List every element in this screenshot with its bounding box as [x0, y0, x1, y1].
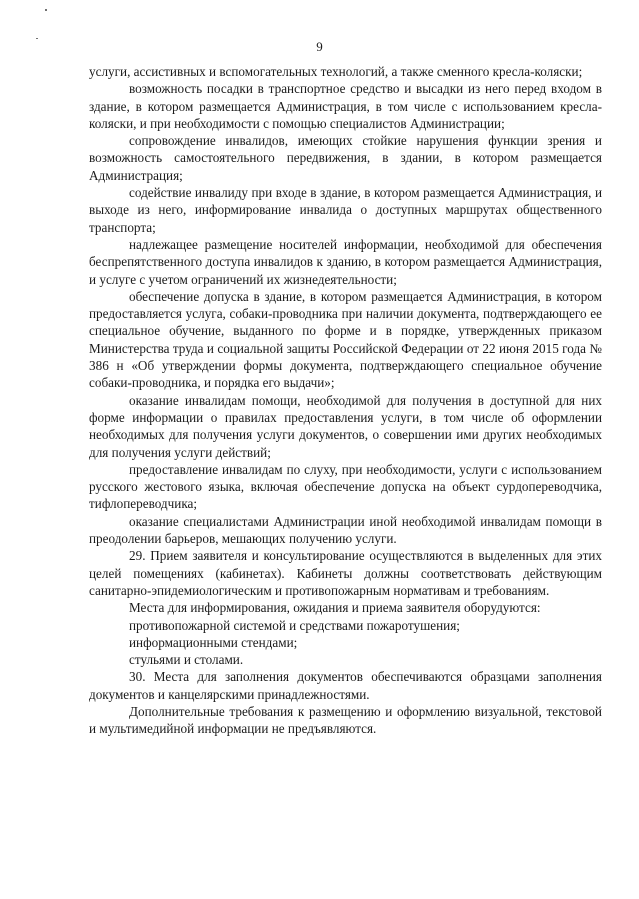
- paragraph: содействие инвалиду при входе в здание, в котором размещается Администрация, и выходе из него, информирование инвалида о доступных маршрутах общественного транспорта;: [89, 185, 602, 235]
- paragraph: оказание специалистами Администрации иной необходимой инвалидам помощи в преодолении барьеров, мешающих получению услуги.: [89, 513, 602, 547]
- paragraph: сопровождение инвалидов, имеющих стойкие нарушения функции зрения и возможность самостоятельного передвижения, в здании, в котором размещается Администрация;: [89, 133, 602, 183]
- paragraph: стульями и столами.: [129, 652, 244, 668]
- paragraph: обеспечение допуска в здание, в котором размещается Администрация, в котором предоставляется услуга, собаки-проводника при наличии документа, подтверждающего ее специальное обучение, выданного по форме и в порядке, утвержденных приказом Министерства труда и социальной защиты Российской Федерации от 22 июня 2015 года № 386 н «Об утверждении формы документа, подтверждающего специальное обучение собаки-проводника, и порядка его выдачи»;: [89, 288, 602, 391]
- document-body: [89, 63, 602, 738]
- page-number: 9: [316, 39, 323, 54]
- paragraph: возможность посадки в транспортное средство и высадки из него перед входом в здание, в котором размещается Администрация, в том числе с использованием кресла-коляски, и при необходимости с помощью специалистов Администрации;: [89, 81, 602, 131]
- paragraph: 29. Прием заявителя и консультирование осуществляются в выделенных для этих целей помещениях (кабинетах). Кабинеты должны соответствовать действующим санитарно-эпидемиологическим и противопожарным нормативам и требованиям.: [89, 548, 602, 598]
- paragraph: информационными стендами;: [129, 634, 298, 650]
- scan-speck: [36, 38, 38, 39]
- paragraph: услуги, ассистивных и вспомогательных технологий, а также сменного кресла-коляски;: [89, 64, 583, 79]
- paragraph: Дополнительные требования к размещению и оформлению визуальной, текстовой и мультимедийной информации не предъявляются.: [89, 703, 602, 737]
- paragraph: предоставление инвалидам по слуху, при необходимости, услуги с использованием русского жестового языка, включая обеспечение допуска на объект сурдопереводчика, тифлопереводчика;: [89, 461, 602, 512]
- paragraph: 30. Места для заполнения документов обеспечиваются образцами заполнения документов и канцелярскими принадлежностями.: [89, 669, 602, 702]
- paragraph: оказание инвалидам помощи, необходимой для получения в доступной для них форме информации о правилах предоставления услуги, в том числе об оформлении необходимых для получения услуги документов, о совершении ими других необходимых для получения услуги действий;: [89, 392, 602, 460]
- scan-speck: [45, 9, 47, 11]
- paragraph: противопожарной системой и средствами пожаротушения;: [129, 617, 460, 633]
- paragraph: Места для информирования, ожидания и приема заявителя оборудуются:: [129, 600, 541, 616]
- paragraph: надлежащее размещение носителей информации, необходимой для обеспечения беспрепятственного доступа инвалидов к зданию, в котором размещается Администрация, и услуге с учетом ограничений их жизнедеятельности;: [89, 236, 602, 287]
